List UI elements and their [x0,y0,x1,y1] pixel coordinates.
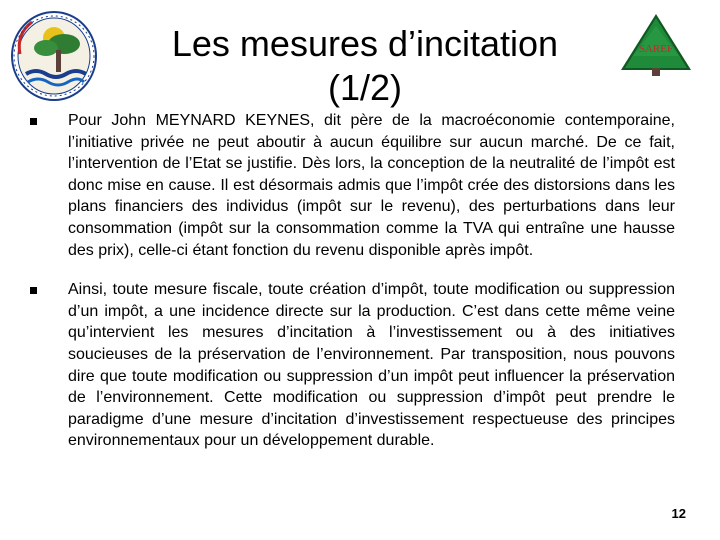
title-line-1: Les mesures d’incitation [171,23,559,64]
organization-logo [6,4,98,104]
square-bullet-icon [30,118,37,125]
bullet-text: Ainsi, toute mesure fiscale, toute création d’impôt, toute modification ou suppression d’un impôt, a une incidence directe sur la production. C’est dans cette même veine qu’intervient les mesures d’incitation à l’investissement ou à des initiatives soucieuses de la préservation de l’environnement. Par transposition, nous pouvons dire que toute modification ou suppression d’un impôt peut influencer la préservation de l’environnement. Cette modification ou suppression d’impôt peut prendre le paradigme d’une mesure d’incitation d’investissement respectueuse des principes environnementaux pour un développement durable. [68,281,675,450]
bullet-text: Pour John MEYNARD KEYNES, dit père de la macroéconomie contemporaine, l’initiative privée ne peut aboutir à aucun équilibre sur aucun marché. De ce fait, l’intervention de l’Etat se justifie. Dès lors, la conception de la neutralité de l’impôt est donc mise en cause. Il est désormais admis que l’impôt crée des distorsions dans les plans financiers des individus (impôt sur le revenu), des perturbations dans leur consommation (impôt sur la consommation comme la TVA qui entraîne une hausse des prix), celle-ci étant fonction du revenu disponible après impôt. [68,112,675,259]
bullet-item [30,279,675,452]
title-line-2: (1/2) [327,67,403,108]
slide-title [130,22,600,110]
saref-logo-text: SAREF [638,43,674,55]
bullet-item [30,110,675,261]
page-number: 12 [671,506,686,521]
saref-tree-logo [617,12,695,78]
bullet-list [30,110,675,452]
square-bullet-icon [30,287,37,294]
